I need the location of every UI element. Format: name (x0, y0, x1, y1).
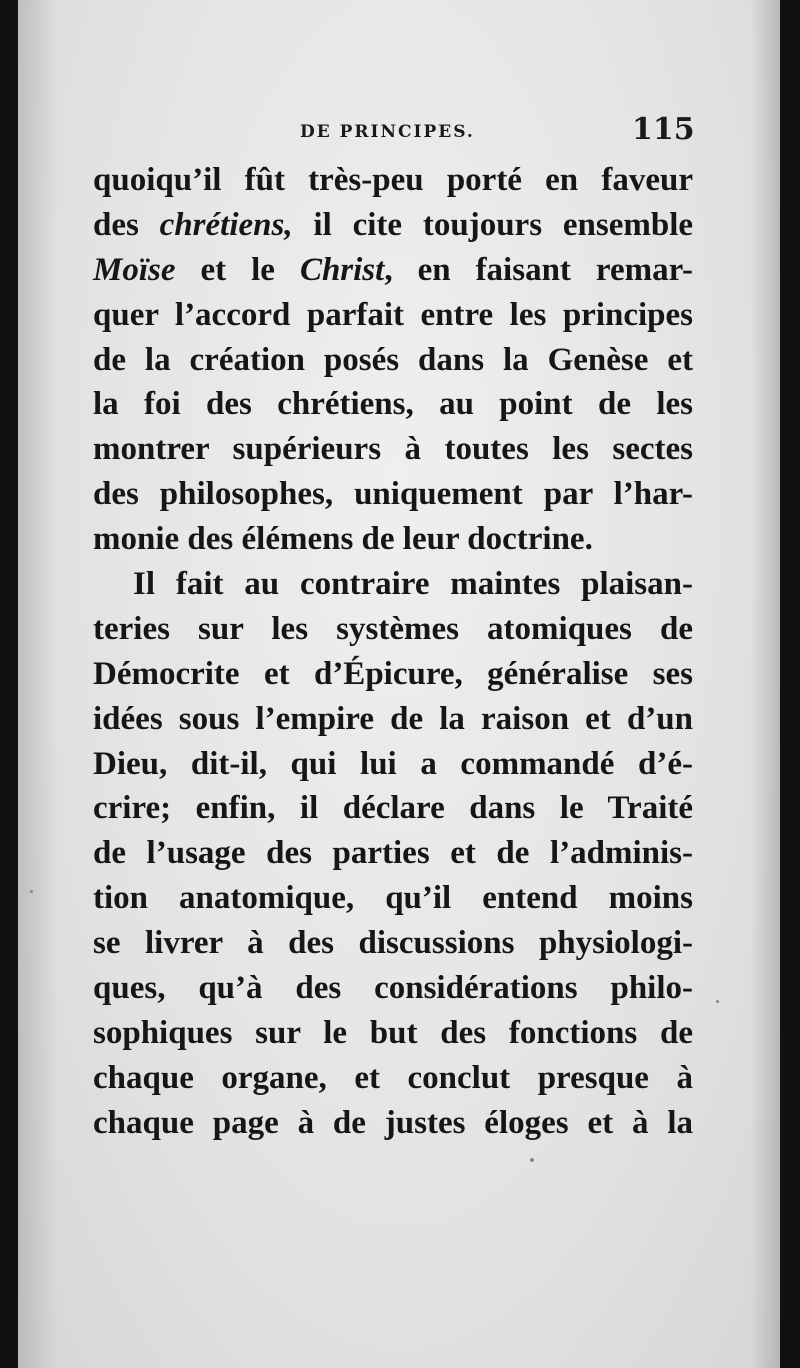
text-line (93, 517, 693, 562)
running-head: DE PRINCIPES. (300, 122, 475, 142)
text-line (93, 742, 693, 787)
text-segment: teries sur les systèmes atomiques de (93, 610, 693, 647)
text-line (93, 831, 693, 876)
text-segment: il cite toujours ensemble (292, 206, 694, 243)
text-line (93, 607, 693, 652)
text-segment: des philosophes, uniquement par l’har- (93, 476, 693, 513)
paper-speck (30, 890, 33, 893)
text-line (93, 876, 693, 921)
text-segment: la foi des chrétiens, au point de les (93, 386, 693, 423)
text-line (93, 966, 693, 1011)
paper-speck (530, 1158, 534, 1162)
body-text (93, 158, 693, 1146)
text-line (93, 472, 693, 517)
text-segment: tion anatomique, qu’il entend moins (93, 880, 693, 917)
paper-speck (716, 1000, 719, 1003)
text-segment: et le (175, 251, 300, 288)
text-line (93, 158, 693, 203)
page-edge-shadow-left (18, 0, 58, 1368)
text-line (93, 786, 693, 831)
text-line (93, 1101, 693, 1146)
text-line (93, 562, 693, 607)
text-segment: quer l’accord parfait entre les principes (93, 296, 693, 333)
text-line (93, 697, 693, 742)
text-segment: Dieu, dit-il, qui lui a commandé d’é- (93, 745, 693, 782)
text-segment: Démocrite et d’Épicure, généralise ses (93, 655, 693, 692)
text-line (93, 382, 693, 427)
page-number: 115 (632, 112, 695, 147)
page-edge-shadow-right (750, 0, 780, 1368)
text-line (93, 248, 693, 293)
text-segment: montrer supérieurs à toutes les sectes (93, 431, 693, 468)
text-line (93, 203, 693, 248)
text-segment: quoiqu’il fût très-peu porté en faveur (93, 162, 693, 198)
text-segment: crire; enfin, il déclare dans le Traité (93, 790, 693, 827)
text-segment: monie des élémens de leur doctrine. (93, 521, 593, 558)
text-segment: chaque organe, et conclut presque à (93, 1059, 693, 1096)
text-line (93, 338, 693, 383)
text-segment: sophiques sur le but des fonctions de (93, 1014, 693, 1051)
text-line (93, 1011, 693, 1056)
text-segment: idées sous l’empire de la raison et d’un (93, 700, 693, 737)
text-segment: de l’usage des parties et de l’adminis- (93, 835, 693, 872)
text-segment: ques, qu’à des considérations philo- (93, 970, 693, 1007)
italic-text: Moïse (93, 251, 176, 288)
text-line (93, 652, 693, 697)
italic-text: chrétiens, (159, 206, 293, 243)
text-line (93, 427, 693, 472)
italic-text: Christ (299, 251, 385, 288)
text-segment: se livrer à des discussions physiologi- (93, 925, 693, 962)
text-segment: des (93, 206, 160, 243)
text-segment: Il fait au contraire maintes plaisan- (133, 566, 693, 603)
text-segment: de la création posés dans la Genèse et (93, 341, 693, 378)
page-header (18, 112, 780, 152)
text-line (93, 1056, 693, 1101)
text-segment: chaque page à de justes éloges et à la (93, 1104, 693, 1141)
text-line (93, 921, 693, 966)
text-segment: , en faisant remar- (384, 251, 693, 288)
book-page (18, 0, 780, 1368)
text-line (93, 293, 693, 338)
